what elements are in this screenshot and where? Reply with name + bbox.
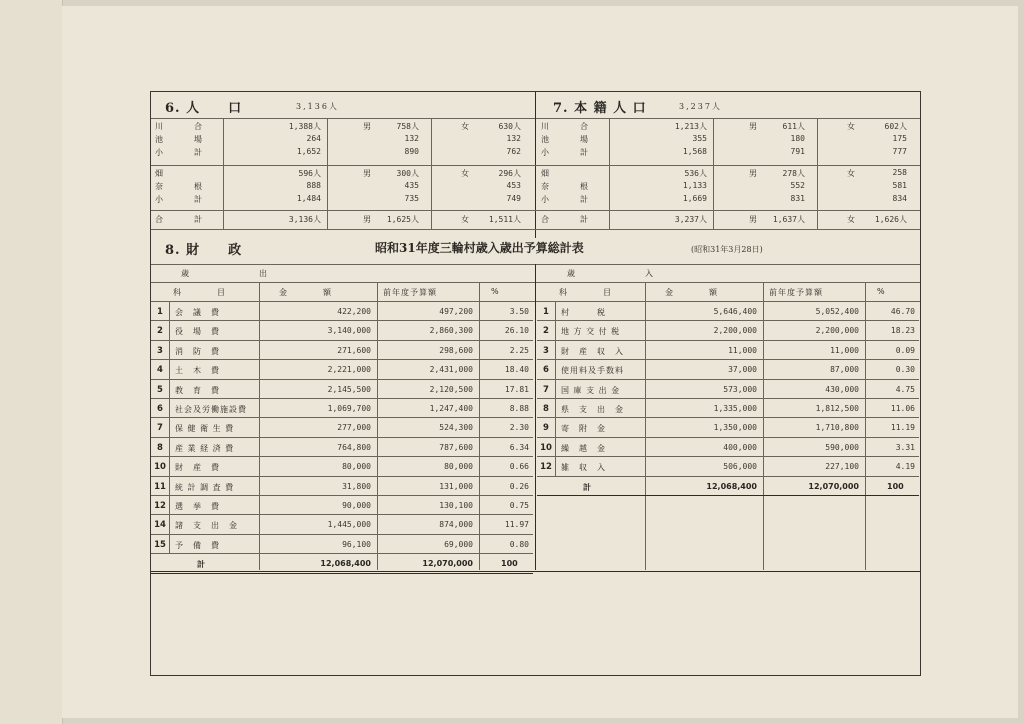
expense-row-amount: 90,000 — [342, 501, 371, 510]
expense-row-no: 5 — [157, 384, 163, 395]
finance-date: (昭和31年3月28日) — [691, 245, 763, 254]
registered-total: 3,237人 — [679, 102, 722, 111]
rule-line — [151, 571, 920, 572]
expense-row-prev: 2,431,000 — [429, 365, 473, 375]
rule-line — [151, 379, 533, 380]
revenue-row-pct: 4.75 — [895, 384, 915, 394]
expense-row-pct: 0.80 — [509, 539, 529, 549]
expense-total-amount: 12,068,400 — [320, 559, 371, 569]
registered-row-male: 831 — [790, 194, 805, 203]
expense-row-amount: 31,800 — [342, 481, 371, 491]
document-frame — [150, 91, 921, 676]
population-male-label: 男 — [363, 169, 371, 178]
rule-line — [151, 437, 533, 438]
revenue-header: 前年度予算額 — [769, 288, 823, 297]
expense-row-item: 会 議 費 — [175, 308, 220, 317]
revenue-row-item: 財 産 収 入 — [561, 346, 624, 356]
rule-line — [151, 340, 533, 341]
population-row-male: 758人 — [396, 122, 419, 131]
expense-row-pct: 0.75 — [509, 501, 529, 510]
expense-row-prev: 787,600 — [439, 442, 473, 452]
expense-row-prev: 130,100 — [439, 501, 473, 510]
rule-line — [151, 495, 533, 496]
revenue-row-prev: 5,052,400 — [815, 307, 859, 316]
revenue-row-prev: 2,200,000 — [815, 326, 859, 336]
registered-row-male: 180 — [790, 134, 805, 143]
rule-line — [151, 229, 920, 230]
revenue-row-prev: 430,000 — [825, 384, 859, 394]
expense-row-item: 選 挙 費 — [175, 502, 220, 511]
revenue-row-item: 繰 越 金 — [561, 443, 606, 453]
rule-line — [431, 118, 432, 230]
revenue-row-amount: 1,350,000 — [713, 423, 757, 433]
population-sum-male-label: 男 — [363, 215, 371, 224]
expense-row-prev: 2,120,500 — [429, 384, 473, 394]
registered-row-male: 552 — [790, 181, 805, 190]
expense-total-pct: 100 — [501, 559, 518, 569]
revenue-total-prev: 12,070,000 — [808, 481, 859, 491]
expense-row-amount: 2,221,000 — [327, 365, 371, 375]
rule-line — [223, 118, 224, 230]
rule-line — [535, 264, 536, 570]
revenue-row-amount: 37,000 — [728, 365, 757, 375]
registered-row-male: 278人 — [782, 169, 805, 178]
revenue-row-pct: 18.23 — [890, 326, 915, 336]
expense-row-item: 諸 支 出 金 — [175, 521, 238, 531]
registered-row-name: 池 場 — [541, 135, 593, 144]
revenue-row-amount: 2,200,000 — [713, 326, 757, 336]
expense-row-no: 15 — [154, 539, 166, 550]
registered-row-name: 小 計 — [541, 148, 593, 157]
registered-sum-male: 1,637人 — [772, 215, 805, 224]
expense-total-prev: 12,070,000 — [422, 559, 473, 569]
revenue-header: % — [877, 287, 886, 296]
revenue-row-amount: 1,335,000 — [713, 404, 757, 413]
rule-line — [537, 437, 919, 438]
registered-row-female: 175 — [892, 134, 907, 143]
registered-female-label: 女 — [847, 122, 855, 131]
population-row-name: 池 場 — [155, 135, 207, 144]
population-row-female: 630人 — [498, 122, 521, 131]
expense-row-no: 12 — [154, 501, 166, 511]
expense-row-prev: 497,200 — [439, 307, 473, 316]
population-row-female: 132 — [506, 134, 521, 143]
registered-row-female: 258 — [892, 168, 907, 177]
registered-title: 7. 本 籍 人 口 — [553, 101, 647, 116]
expense-row-no: 3 — [157, 345, 163, 356]
population-row-female: 453 — [506, 181, 521, 190]
expense-row-item: 消 防 費 — [175, 346, 220, 356]
population-row-name: 川 合 — [155, 122, 207, 131]
population-title: 6. 人 口 — [165, 101, 243, 116]
population-row-total: 888 — [306, 181, 321, 190]
revenue-row-pct: 0.09 — [895, 345, 915, 355]
population-row-female: 296人 — [498, 169, 521, 178]
rule-line — [151, 514, 533, 515]
population-sum-male: 1,625人 — [386, 215, 419, 224]
revenue-total-amount: 12,068,400 — [706, 481, 757, 491]
registered-row-female: 777 — [892, 147, 907, 156]
finance-section-title: 8. 財 政 — [165, 243, 243, 258]
registered-row-total: 1,669 — [682, 194, 707, 203]
expense-row-item: 財 産 費 — [175, 463, 220, 473]
registered-sum-name: 合 計 — [541, 215, 593, 224]
revenue-row-prev: 87,000 — [830, 365, 859, 375]
rule-line — [865, 282, 866, 570]
rule-line — [151, 320, 533, 321]
population-female-label: 女 — [461, 169, 469, 178]
rule-line — [537, 398, 919, 399]
revenue-row-amount: 573,000 — [723, 384, 757, 394]
expense-row-pct: 18.40 — [504, 365, 529, 375]
rule-line — [327, 118, 328, 230]
registered-row-male: 791 — [790, 147, 805, 156]
revenue-row-item: 国 庫 支 出 金 — [561, 385, 621, 395]
revenue-row-amount: 506,000 — [723, 462, 757, 472]
rule-line — [151, 573, 533, 574]
registered-female-label: 女 — [847, 169, 855, 178]
rule-line — [151, 534, 533, 535]
expense-row-prev: 874,000 — [439, 520, 473, 530]
population-row-name: 畑 — [155, 169, 168, 178]
expense-row-pct: 26.10 — [504, 326, 529, 336]
expense-total-label: 計 — [197, 560, 205, 570]
finance-table-title: 昭和31年度三輪村歳入歳出予算総計表 — [375, 241, 584, 255]
registered-row-total: 1,213人 — [674, 122, 707, 131]
revenue-row-item: 地 方 交 付 税 — [561, 327, 621, 337]
population-row-total: 596人 — [298, 169, 321, 178]
expense-row-no: 2 — [157, 326, 163, 337]
population-row-name: 小 計 — [155, 195, 207, 204]
revenue-row-no: 10 — [540, 442, 552, 453]
population-row-female: 749 — [506, 194, 521, 203]
expense-header: % — [491, 287, 500, 296]
population-row-male: 300人 — [396, 169, 419, 178]
population-row-total: 1,484 — [296, 194, 321, 203]
expense-row-no: 8 — [157, 442, 163, 453]
registered-row-total: 1,133 — [682, 181, 707, 190]
expense-row-pct: 6.34 — [509, 442, 529, 452]
revenue-row-amount: 5,646,400 — [713, 307, 757, 316]
rule-line — [151, 398, 533, 399]
revenue-total-label: 計 — [583, 482, 591, 492]
population-sum-name: 合 計 — [155, 215, 207, 224]
expense-row-prev: 80,000 — [444, 462, 473, 472]
expense-row-item: 産 業 経 済 費 — [175, 443, 235, 453]
population-row-female: 762 — [506, 147, 521, 156]
expense-row-no: 10 — [154, 462, 166, 473]
expense-row-no: 6 — [157, 404, 163, 414]
revenue-row-no: 6 — [543, 365, 549, 376]
expense-row-amount: 1,445,000 — [327, 520, 371, 530]
rule-line — [763, 282, 764, 570]
population-sum-female-label: 女 — [461, 215, 469, 224]
expense-row-amount: 764,800 — [337, 442, 371, 452]
rule-line — [537, 320, 919, 321]
rule-line — [537, 456, 919, 457]
expense-header: 科 目 — [173, 288, 228, 297]
rule-line — [377, 282, 378, 570]
revenue-row-no: 7 — [543, 384, 549, 395]
rule-line — [537, 417, 919, 418]
expense-row-no: 14 — [154, 520, 166, 531]
revenue-row-item: 雑 収 入 — [561, 463, 606, 473]
expense-row-amount: 271,600 — [337, 345, 371, 355]
expense-row-item: 統 計 調 査 費 — [175, 482, 235, 492]
revenue-row-pct: 0.30 — [895, 365, 915, 375]
registered-row-total: 1,568 — [682, 147, 707, 156]
revenue-header: 金 額 — [665, 288, 720, 297]
expense-label: 歳 出 — [181, 269, 272, 278]
rule-line — [645, 282, 646, 570]
revenue-row-pct: 11.06 — [890, 404, 915, 413]
registered-row-female: 602人 — [884, 122, 907, 131]
expense-row-prev: 2,860,300 — [429, 326, 473, 336]
expense-row-amount: 96,100 — [342, 539, 371, 549]
expense-row-item: 土 木 費 — [175, 366, 220, 376]
population-row-total: 1,388人 — [288, 122, 321, 131]
rule-line — [151, 165, 920, 166]
revenue-row-prev: 1,710,800 — [815, 423, 859, 433]
registered-sum-female: 1,626人 — [874, 215, 907, 224]
revenue-row-no: 12 — [540, 462, 552, 473]
registered-row-name: 奈 根 — [541, 182, 593, 191]
registered-row-female: 581 — [892, 181, 907, 190]
revenue-row-no: 1 — [543, 307, 549, 317]
revenue-row-pct: 46.70 — [890, 307, 915, 316]
revenue-row-amount: 11,000 — [728, 345, 757, 355]
expense-row-pct: 0.66 — [509, 462, 529, 472]
expense-row-pct: 11.97 — [504, 520, 529, 530]
population-row-male: 735 — [404, 194, 419, 203]
revenue-row-no: 8 — [543, 404, 549, 414]
expense-row-prev: 69,000 — [444, 539, 473, 549]
expense-row-pct: 8.88 — [509, 404, 529, 413]
registered-row-name: 川 合 — [541, 122, 593, 131]
rule-line — [817, 118, 818, 230]
rule-line — [537, 379, 919, 380]
rule-line — [479, 282, 480, 570]
rule-line — [151, 553, 533, 554]
population-row-male: 132 — [404, 134, 419, 143]
revenue-row-pct: 4.19 — [895, 462, 915, 472]
revenue-row-prev: 1,812,500 — [815, 404, 859, 413]
rule-line — [713, 118, 714, 230]
revenue-row-pct: 11.19 — [890, 423, 915, 433]
registered-male-label: 男 — [749, 169, 757, 178]
population-total: 3,136人 — [296, 102, 339, 111]
registered-row-female: 834 — [892, 194, 907, 203]
population-row-name: 小 計 — [155, 148, 207, 157]
revenue-row-item: 県 支 出 金 — [561, 405, 624, 414]
expense-row-item: 教 育 費 — [175, 385, 220, 395]
registered-row-total: 536人 — [684, 169, 707, 178]
expense-header: 前年度予算額 — [383, 288, 437, 297]
population-row-male: 435 — [404, 181, 419, 190]
registered-row-male: 611人 — [782, 122, 805, 131]
registered-row-total: 355 — [692, 134, 707, 143]
expense-row-item: 役 場 費 — [175, 327, 220, 337]
population-male-label: 男 — [363, 122, 371, 131]
expense-row-prev: 524,300 — [439, 423, 473, 433]
rule-line — [537, 359, 919, 360]
population-female-label: 女 — [461, 122, 469, 131]
expense-row-amount: 3,140,000 — [327, 326, 371, 336]
registered-row-name: 小 計 — [541, 195, 593, 204]
expense-row-no: 4 — [157, 365, 163, 376]
rule-line — [609, 118, 610, 230]
revenue-row-no: 2 — [543, 326, 549, 337]
expense-row-amount: 277,000 — [337, 423, 371, 433]
expense-row-prev: 298,600 — [439, 345, 473, 355]
expense-row-item: 保 健 衛 生 費 — [175, 424, 235, 434]
expense-row-no: 7 — [157, 423, 163, 434]
expense-row-pct: 2.30 — [509, 423, 529, 433]
registered-sum-male-label: 男 — [749, 215, 757, 224]
rule-line — [537, 340, 919, 341]
expense-row-amount: 80,000 — [342, 462, 371, 472]
expense-row-prev: 131,000 — [439, 481, 473, 491]
revenue-total-pct: 100 — [887, 481, 904, 491]
revenue-row-pct: 3.31 — [895, 442, 915, 452]
expense-row-prev: 1,247,400 — [429, 404, 473, 413]
rule-line — [151, 476, 533, 477]
rule-line — [537, 476, 919, 477]
expense-row-pct: 3.50 — [509, 307, 529, 316]
expense-row-item: 予 備 費 — [175, 540, 220, 550]
registered-sum-total: 3,237人 — [674, 215, 707, 224]
expense-row-no: 11 — [154, 481, 166, 492]
rule-line — [151, 417, 533, 418]
revenue-row-item: 村 税 — [561, 308, 606, 317]
revenue-label: 歳 入 — [567, 269, 658, 278]
binding-edge — [0, 0, 63, 724]
rule-line — [555, 301, 556, 476]
revenue-row-prev: 227,100 — [825, 462, 859, 472]
population-row-name: 奈 根 — [155, 182, 207, 191]
registered-row-name: 畑 — [541, 169, 554, 178]
revenue-row-no: 3 — [543, 345, 549, 356]
revenue-row-item: 使用料及手数料 — [561, 366, 624, 376]
expense-row-amount: 1,069,700 — [327, 404, 371, 413]
revenue-row-prev: 11,000 — [830, 345, 859, 355]
revenue-header: 科 目 — [559, 288, 614, 297]
revenue-row-prev: 590,000 — [825, 442, 859, 452]
expense-row-pct: 2.25 — [509, 345, 529, 355]
expense-row-amount: 422,200 — [337, 307, 371, 316]
expense-row-no: 1 — [157, 307, 163, 317]
rule-line — [259, 282, 260, 570]
revenue-row-item: 寄 附 金 — [561, 424, 606, 434]
rule-line — [151, 456, 533, 457]
expense-row-pct: 0.26 — [509, 481, 529, 491]
expense-header: 金 額 — [279, 288, 334, 297]
expense-row-pct: 17.81 — [504, 384, 529, 394]
revenue-row-no: 9 — [543, 423, 549, 434]
population-sum-female: 1,511人 — [488, 215, 521, 224]
registered-male-label: 男 — [749, 122, 757, 131]
expense-row-item: 社会及労働施設費 — [175, 405, 247, 414]
population-row-total: 264 — [306, 134, 321, 143]
rule-line — [537, 495, 919, 496]
population-sum-total: 3,136人 — [288, 215, 321, 224]
population-row-male: 890 — [404, 147, 419, 156]
rule-line — [151, 359, 533, 360]
revenue-row-amount: 400,000 — [723, 442, 757, 452]
registered-sum-female-label: 女 — [847, 215, 855, 224]
expense-row-amount: 2,145,500 — [327, 384, 371, 394]
population-row-total: 1,652 — [296, 147, 321, 156]
rule-line — [151, 210, 920, 211]
